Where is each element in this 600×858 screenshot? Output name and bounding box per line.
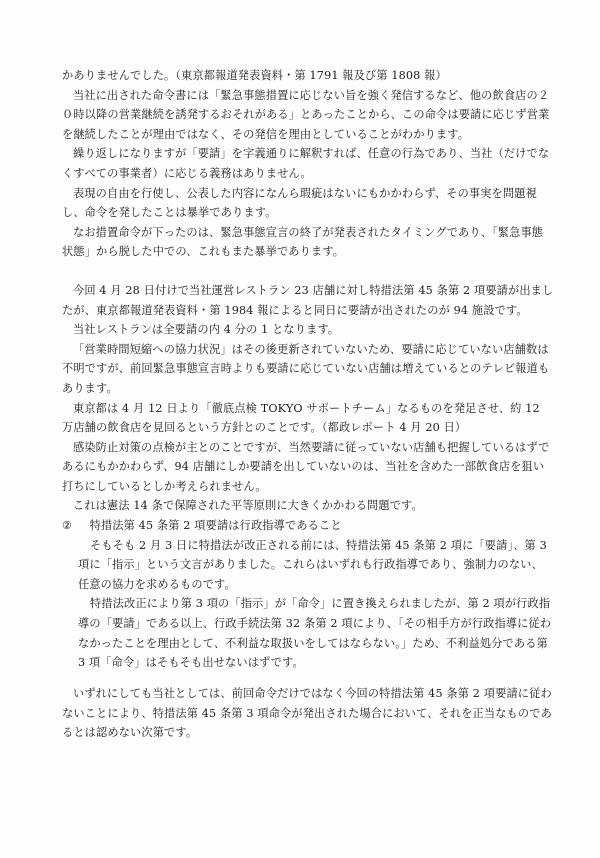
section-number: ② [62,519,73,532]
section-2 [62,516,554,673]
paragraph: 特措法改正により第 3 項の「指示」が「命令」に置き換えられましたが、第 2 項が行政指導の「要請」である以上、行政手続法第 32 条第 2 項により、「その相手方が行政指導に従わなかったことを理由として、不利益な取扱いをしてはならない。」ため、不利益処分である第 3 項「命令」はそもそも出せないはずです。 [78,597,552,670]
paragraph: かありませんでした。（東京都報道発表資料・第 1791 報及び第 1808 報） [62,69,447,82]
paragraph: なお措置命令が下ったのは、緊急事態宣言の終了が発表されたタイミングであり、「緊急事態状態」から脱した中での、これもまた暴挙であります。 [62,225,544,259]
paragraph-gap [62,262,554,281]
paragraph: 表現の自由を行使し、公表した内容になんら瑕疵はないにもかかわらず、その事実を問題視し、命令を発したことは暴挙であります。 [62,186,537,220]
section-body [62,536,554,673]
paragraph: 感染防止対策の点検が主とのことですが、当然要請に従っていない店舗も把握しているはずであるにもかかわらず、94 店舗にしか要請を出していないのは、当社を含めた一部飲食店を狙い打ちにしているとしか考えられません。 [62,440,550,493]
paragraph: 東京都は 4 月 12 日より「徹底点検 TOKYO サポートチーム」なるものを発足させ、約 12 万店舗の飲食店を見回るという方針とのことです。（都政レポート 4 月 20 日） [62,401,540,435]
section-heading [62,516,554,536]
paragraph: 今回 4 月 28 日付けで当社運営レストラン 23 店舗に対し特措法第 45 条第 2 項要請が出ましたが、東京都報道発表資料・第 1984 報によると同日に要請が出されたのが 94 施設です。 [62,283,554,317]
document-body [62,66,554,516]
conclusion-paragraph: いずれにしても当社としては、前回命令だけではなく今回の特措法第 45 条第 2 項要請に従わないことにより、特措法第 45 条第 3 項命令が発出された場合において、それを正当なものであるとは認めない次第です。 [62,687,552,740]
paragraph: 「営業時間短縮への協力状況」はその後更新されていないため、要請に応じていない店舗数は不明ですが、前回緊急事態宣言時よりも要請に応じていない店舗は増えているとのテレビ報道もあります。 [62,342,550,395]
paragraph: 繰り返しになりますが「要請」を字義通りに解釈すれば、任意の行為であり、当社（だけでなくすべての事業者）に応じる義務はありません。 [62,147,550,180]
conclusion [62,684,554,743]
paragraph: そもそも 2 月 3 日に特措法が改正される前には、特措法第 45 条第 2 項に「要請」、第 3 項に「指示」という文言がありました。これらはいずれも行政指導であり、強制力のない、任意の協力を求めるものです。 [78,538,547,591]
paragraph: これは憲法 14 条で保障された平等原則に大きくかかわる問題です。 [73,499,423,513]
paragraph: 当社レストランは全要請の内 4 分の 1 となります。 [73,323,340,337]
section-title: 特措法第 45 条第 2 項要請は行政指導であること [89,519,342,532]
paragraph: 当社に出された命令書には「緊急事態措置に応じない旨を強く発信するなど、他の飲食店の２０時以降の営業継続を誘発するおそれがある」とあったことから、この命令は要請に応じず営業を継続したことが理由ではなく、その発信を理由としていることがわかります。 [62,88,550,141]
